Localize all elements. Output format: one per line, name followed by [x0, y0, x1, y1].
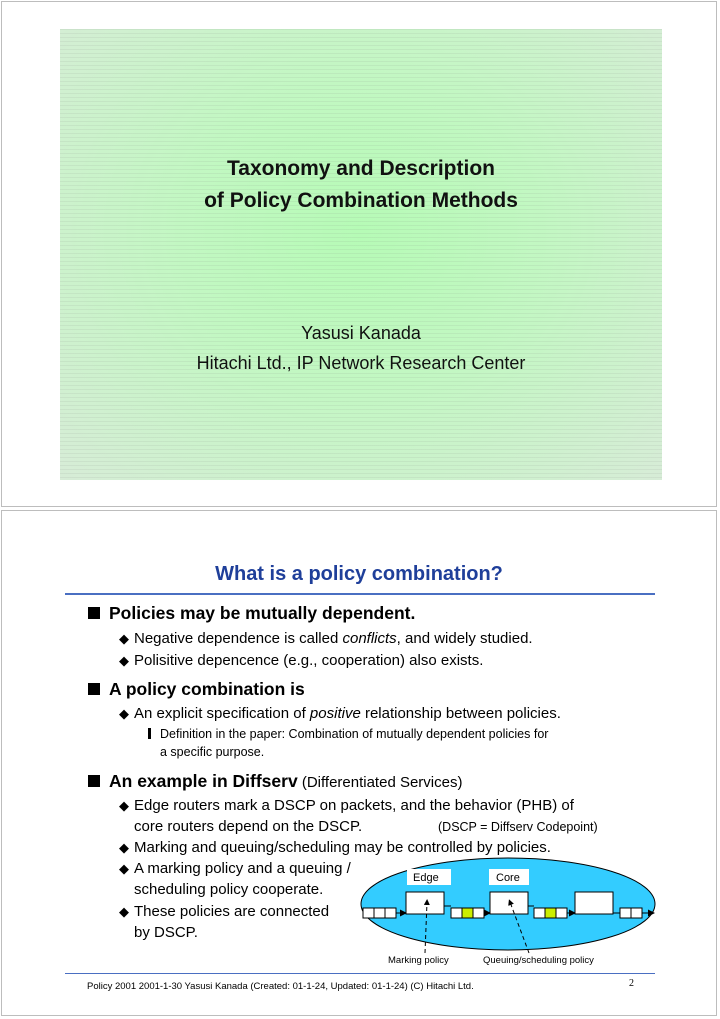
- core-label: Core: [496, 872, 520, 884]
- title-line-2: of Policy Combination Methods: [204, 189, 518, 212]
- incoming-packets: [363, 908, 396, 918]
- diamond-bullet-icon: ◆: [119, 798, 129, 813]
- marked-packets: [451, 908, 484, 918]
- page-number: 2: [629, 978, 634, 989]
- edge-label: Edge: [413, 872, 439, 884]
- diamond-bullet-icon: ◆: [119, 861, 129, 876]
- marked-packets-core: [534, 908, 567, 918]
- subbullet-definition: Definition in the paper: Combination of mutually dependent policies for: [148, 727, 548, 741]
- section-heading-definition: A policy combination is: [88, 679, 305, 700]
- slide-title: [1, 1, 717, 507]
- diamond-bullet-icon: ◆: [119, 653, 129, 668]
- diamond-bullet-icon: ◆: [119, 840, 129, 855]
- diamond-bullet-icon: ◆: [119, 706, 129, 721]
- edge-router-box: [406, 892, 444, 914]
- title-box: [60, 29, 662, 480]
- author-name: Yasusi Kanada: [301, 323, 421, 343]
- bullet-conflicts: ◆ Negative dependence is called conflicts, and widely studied.: [119, 630, 533, 647]
- slide-policy-combination: [1, 510, 717, 1016]
- diamond-bullet-icon: ◆: [119, 904, 129, 919]
- subbullet-definition-cont: a specific purpose.: [160, 745, 265, 759]
- bullet-cooperate-cont: scheduling policy cooperate.: [134, 881, 324, 898]
- next-router-box: [575, 892, 613, 914]
- bullet-edge-routers: ◆ Edge routers mark a DSCP on packets, and the behavior (PHB) of: [119, 797, 574, 814]
- diamond-bullet-icon: ◆: [119, 631, 129, 646]
- section-heading-diffserv: An example in Diffserv (Differentiated Services): [88, 771, 462, 792]
- bullet-positive-relationship: ◆ An explicit specification of positive relationship between policies.: [119, 705, 561, 722]
- slide-title: What is a policy combination?: [215, 563, 503, 585]
- title-line-1: Taxonomy and Description: [227, 157, 495, 180]
- bullet-connected: ◆ These policies are connected: [119, 903, 330, 920]
- outgoing-packets: [620, 908, 642, 918]
- bullet-cooperate: ◆ A marking policy and a queuing /: [119, 860, 351, 877]
- slide-footer: Policy 2001 2001-1-30 Yasusi Kanada (Created: 01-1-24, Updated: 01-1-24) (C) Hitachi Ltd.: [87, 981, 474, 992]
- core-router-box: [490, 892, 528, 914]
- bullet-cooperation: ◆ Polisitive depencence (e.g., cooperation) also exists.: [119, 652, 484, 669]
- bullet-marking-queuing: ◆ Marking and queuing/scheduling may be controlled by policies.: [119, 839, 551, 856]
- marking-policy-label: Marking policy: [388, 955, 449, 966]
- dscp-note: (DSCP = Diffserv Codepoint): [438, 820, 598, 834]
- queuing-policy-label: Queuing/scheduling policy: [483, 955, 594, 966]
- section-heading-dependence: Policies may be mutually dependent.: [88, 603, 415, 624]
- author-affiliation: Hitachi Ltd., IP Network Research Center: [196, 353, 526, 373]
- bullet-connected-cont: by DSCP.: [134, 924, 198, 941]
- diffserv-diagram: [2, 511, 718, 1017]
- bullet-edge-routers-cont: core routers depend on the DSCP.: [134, 818, 363, 835]
- footer-divider: [65, 973, 655, 974]
